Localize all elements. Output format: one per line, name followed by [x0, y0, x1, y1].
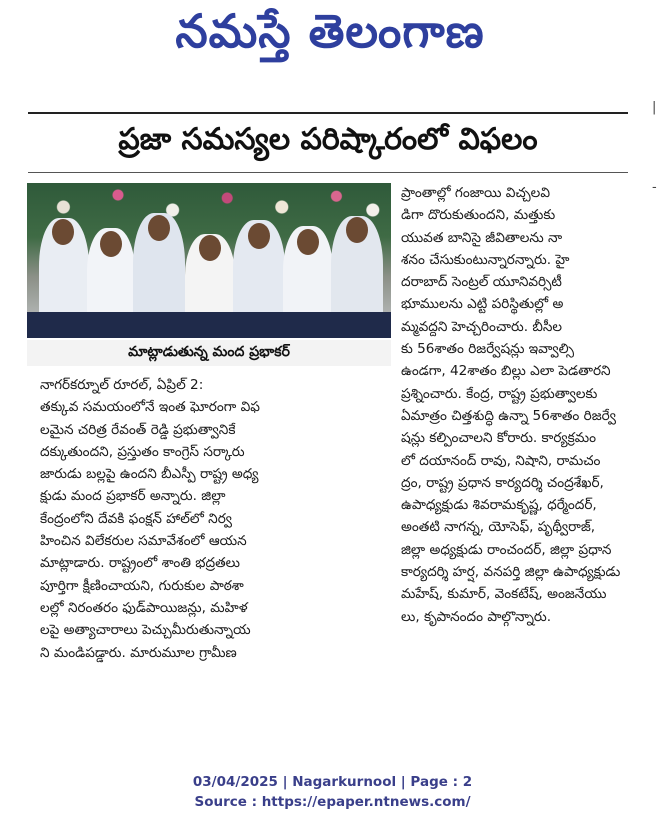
article-text-line: పూర్తిగా క్షీణించాయని, గురుకుల పాఠశా — [40, 577, 244, 594]
photo-caption: మాట్లాడుతున్న మంద ప్రభాకర్ — [27, 340, 391, 366]
header-rule — [28, 112, 628, 114]
article-text-line: కేంద్రంలోని దేవకి ఫంక్షన్ హాల్‌లో నిర్వ — [40, 510, 233, 527]
article-text-line: నాగర్‌కర్నూల్ రూరల్, ఏప్రిల్ 2: — [40, 377, 204, 393]
article-column-right — [401, 182, 629, 628]
article-text-line: శనం చేసుకుంటున్నారన్నారు. హై — [401, 251, 570, 268]
article-text-line: ఉండగా, 42శాతం బిల్లు ఎలా పెడతారని — [401, 363, 611, 380]
article-text-line: మహేష్, కుమార్, వెంకటేష్, అంజనేయు — [401, 586, 607, 603]
footer-date-edition: 03/04/2025 | Nagarkurnool | Page : 2 — [192, 774, 473, 790]
headline-rule — [28, 172, 628, 173]
article-text-line: దక్కుతుందని, ప్రస్తుతం కాంగ్రెస్ సర్కారు — [40, 443, 245, 460]
article-text-line: లు, కృపానందం పాల్గొన్నారు. — [401, 608, 552, 625]
article-text-line: మ్మవద్దని హెచ్చరించారు. బీసీల — [401, 318, 563, 335]
article-text-line: భూములను ఎట్టి పరిస్థితుల్లో అ — [401, 296, 564, 313]
article-text-line: ఏమాత్రం చిత్తశుద్ధి ఉన్నా 56శాతం రిజర్వే — [401, 407, 616, 424]
article-text-line: క్షుడు మంద ప్రభాకర్ అన్నారు. జిల్లా — [40, 488, 226, 505]
article-text-line: యువత బానిసై జీవితాలను నా — [401, 229, 563, 246]
newspaper-masthead: నమస్తే తెలంగాణ — [175, 4, 485, 58]
article-headline: ప్రజా సమస్యల పరిష్కారంలో విఫలం — [118, 122, 538, 157]
article-text-line: ప్రశ్నించారు. కేంద్ర, రాష్ట్ర ప్రభుత్వాలకు — [401, 385, 598, 402]
article-text-line: జిల్లా అధ్యక్షుడు రాంచందర్, జిల్లా ప్రధాన — [401, 541, 612, 558]
article-text-line: తక్కువ సమయంలోనే ఇంత ఘోరంగా విఫ — [40, 399, 260, 416]
article-text-line: ని మండిపడ్డారు. మారుమూల గ్రామీణ — [40, 644, 237, 661]
article-text-line: దరాబాద్ సెంట్రల్ యూనివర్సిటీ — [401, 274, 562, 291]
article-text-line: లో దయానంద్ రావు, నిషాని, రామచం — [401, 452, 601, 469]
article-text-line: షన్లు కల్పించాలని కోరారు. కార్యక్రమం — [401, 430, 596, 447]
article-text-line: అంతటి నాగన్న, యోసెఫ్, పృథ్వీరాజ్, — [401, 519, 596, 536]
footer-source: Source : https://epaper.ntnews.com/ — [194, 794, 471, 810]
article-text-line: లల్లో నిరంతరం ఫుడ్‌పాయిజన్లు, మహిళ — [40, 599, 248, 616]
article-text-line: మాట్లాడారు. రాష్ట్రంలో శాంతి భద్రతలు — [40, 555, 240, 572]
article-text-line: జారుడు బల్లపై ఉందని బీఎస్పీ రాష్ట్ర అధ్య — [40, 466, 259, 483]
article-text-line: డిగా దొరుకుతుందని, మత్తుకు — [401, 207, 556, 224]
adjacent-column-fragment: - — [652, 180, 657, 195]
article-text-line: ఉపాధ్యక్షుడు శివరామకృష్ణ, ధర్మేందర్, — [401, 497, 597, 514]
article-text-line: ద్రం, రాష్ట్ర ప్రధాన కార్యదర్శి చంద్రశేఖర్, — [401, 474, 604, 491]
article-photo — [27, 183, 391, 338]
article-text-line: కార్యదర్శి హర్ష, వనపర్తి జిల్లా ఉపాధ్యక్షుడు — [401, 564, 621, 581]
article-column-left — [40, 374, 390, 664]
article-text-line: హించిన విలేకరుల సమావేశంలో ఆయన — [40, 533, 247, 550]
article-text-line: ప్రాంతాల్లో గంజాయి విచ్చలవి — [401, 185, 550, 201]
article-text-line: లమైన చరిత్ర రేవంత్ రెడ్డి ప్రభుత్వానికే — [40, 421, 236, 438]
article-text-line: లపై అత్యాచారాలు పెచ్చుమీరుతున్నాయ — [40, 622, 251, 639]
article-text-line: కు 56శాతం రిజర్వేషన్లు ఇవ్వాల్సి — [401, 341, 575, 358]
adjacent-column-fragment: | — [652, 100, 657, 115]
